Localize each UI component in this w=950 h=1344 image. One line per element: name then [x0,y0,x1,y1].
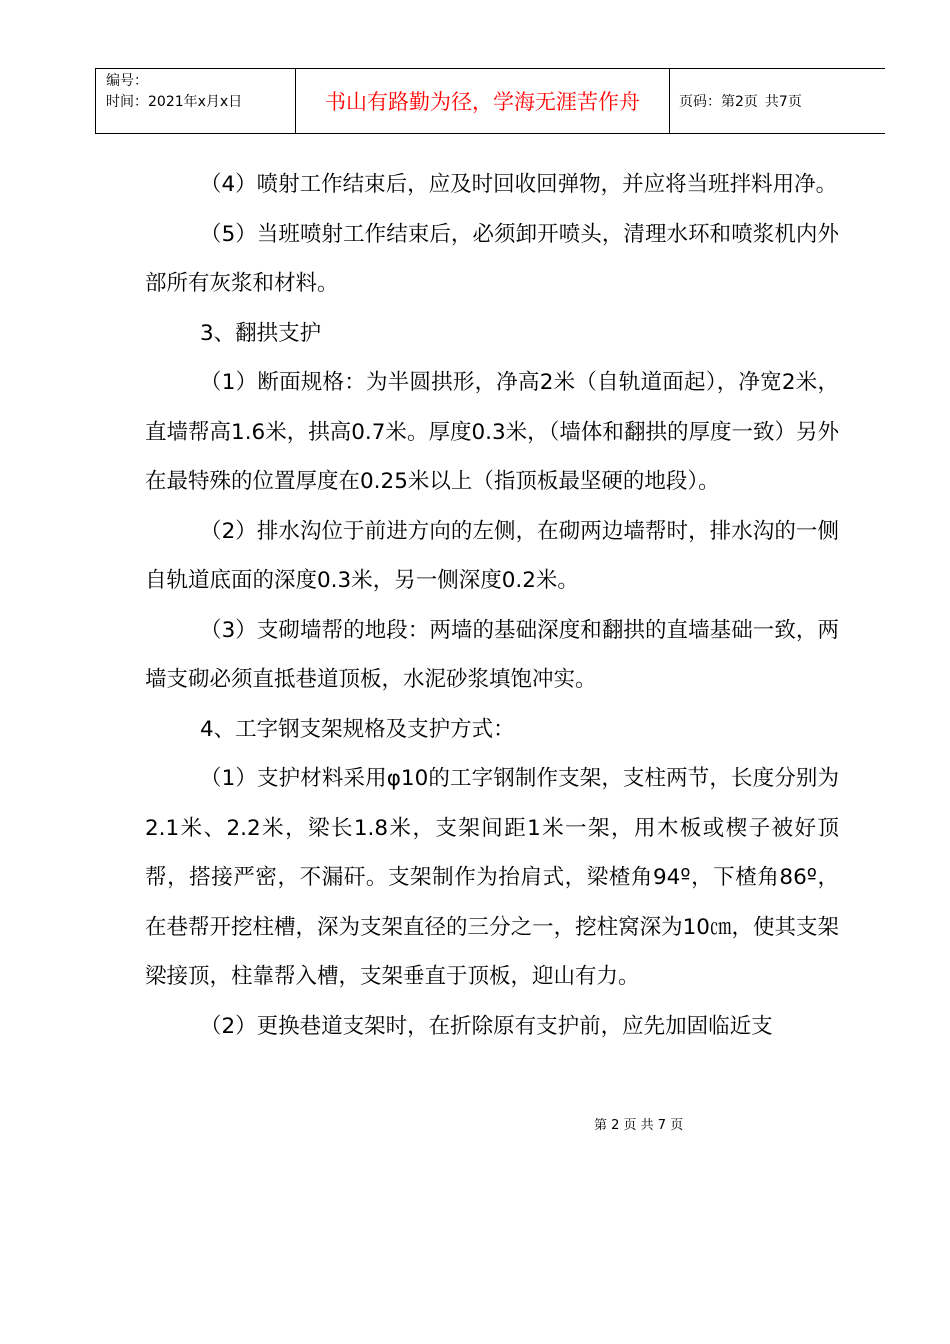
section-heading: 4、工字钢支架规格及支护方式： [200,716,515,742]
paragraph: （2）排水沟位于前进方向的左侧，在砌两边墙帮时，排水沟的一侧自轨道底面的深度0.3米，另一侧深度0.2米。 [145,518,839,593]
paragraph: （3）支砌墙帮的地段：两墙的基础深度和翻拱的直墙基础一致，两墙支砌必须直抵巷道顶板，水泥砂浆填饱冲实。 [145,617,839,692]
document-number-label: 编号： [106,73,148,89]
footer-page-number: 第 2 页 共 7 页 [594,1118,684,1133]
paragraph: （5）当班喷射工作结束后，必须卸开喷头，清理水环和喷浆机内外部所有灰浆和材料。 [145,221,839,296]
header-info-cell [95,69,296,133]
paragraph: （1）支护材料采用φ10的工字钢制作支架，支柱两节，长度分别为2.1米、2.2米，梁长1.8米，支架间距1米一架，用木板或楔子被好顶帮，搭接严密，不漏矸。支架制作为抬肩式，梁楂角94º，下楂角86º，在巷帮开挖柱槽，深为支架直径的三分之一，挖柱窝深为10㎝，使其支架梁接顶，柱靠帮入槽，支架垂直于顶板，迎山有力。 [145,766,839,989]
header-motto-cell [296,69,670,133]
header-motto: 书山有路勤为径，学海无涯苦作舟 [325,90,640,114]
paragraph: （4）喷射工作结束后，应及时回收回弹物，并应将当班拌料用净。 [200,172,838,197]
header-page-label: 页码：第2页 [679,94,758,110]
paragraph: （2）更换巷道支架时，在折除原有支护前，应先加固临近支 [200,1013,773,1039]
document-body [145,160,839,1051]
header-page-cell [670,69,885,133]
document-time-label: 时间：2021年x月x日 [106,94,243,110]
header-page-total: 共7页 [764,94,802,110]
section-heading: 3、翻拱支护 [200,320,322,346]
page-header [95,68,885,134]
paragraph: （1）断面规格：为半圆拱形，净高2米（自轨道面起），净宽2米，直墙帮高1.6米，拱高0.7米。厚度0.3米，（墙体和翻拱的厚度一致）另外在最特殊的位置厚度在0.25米以上（指顶板最坚硬的地段）。 [145,370,839,494]
